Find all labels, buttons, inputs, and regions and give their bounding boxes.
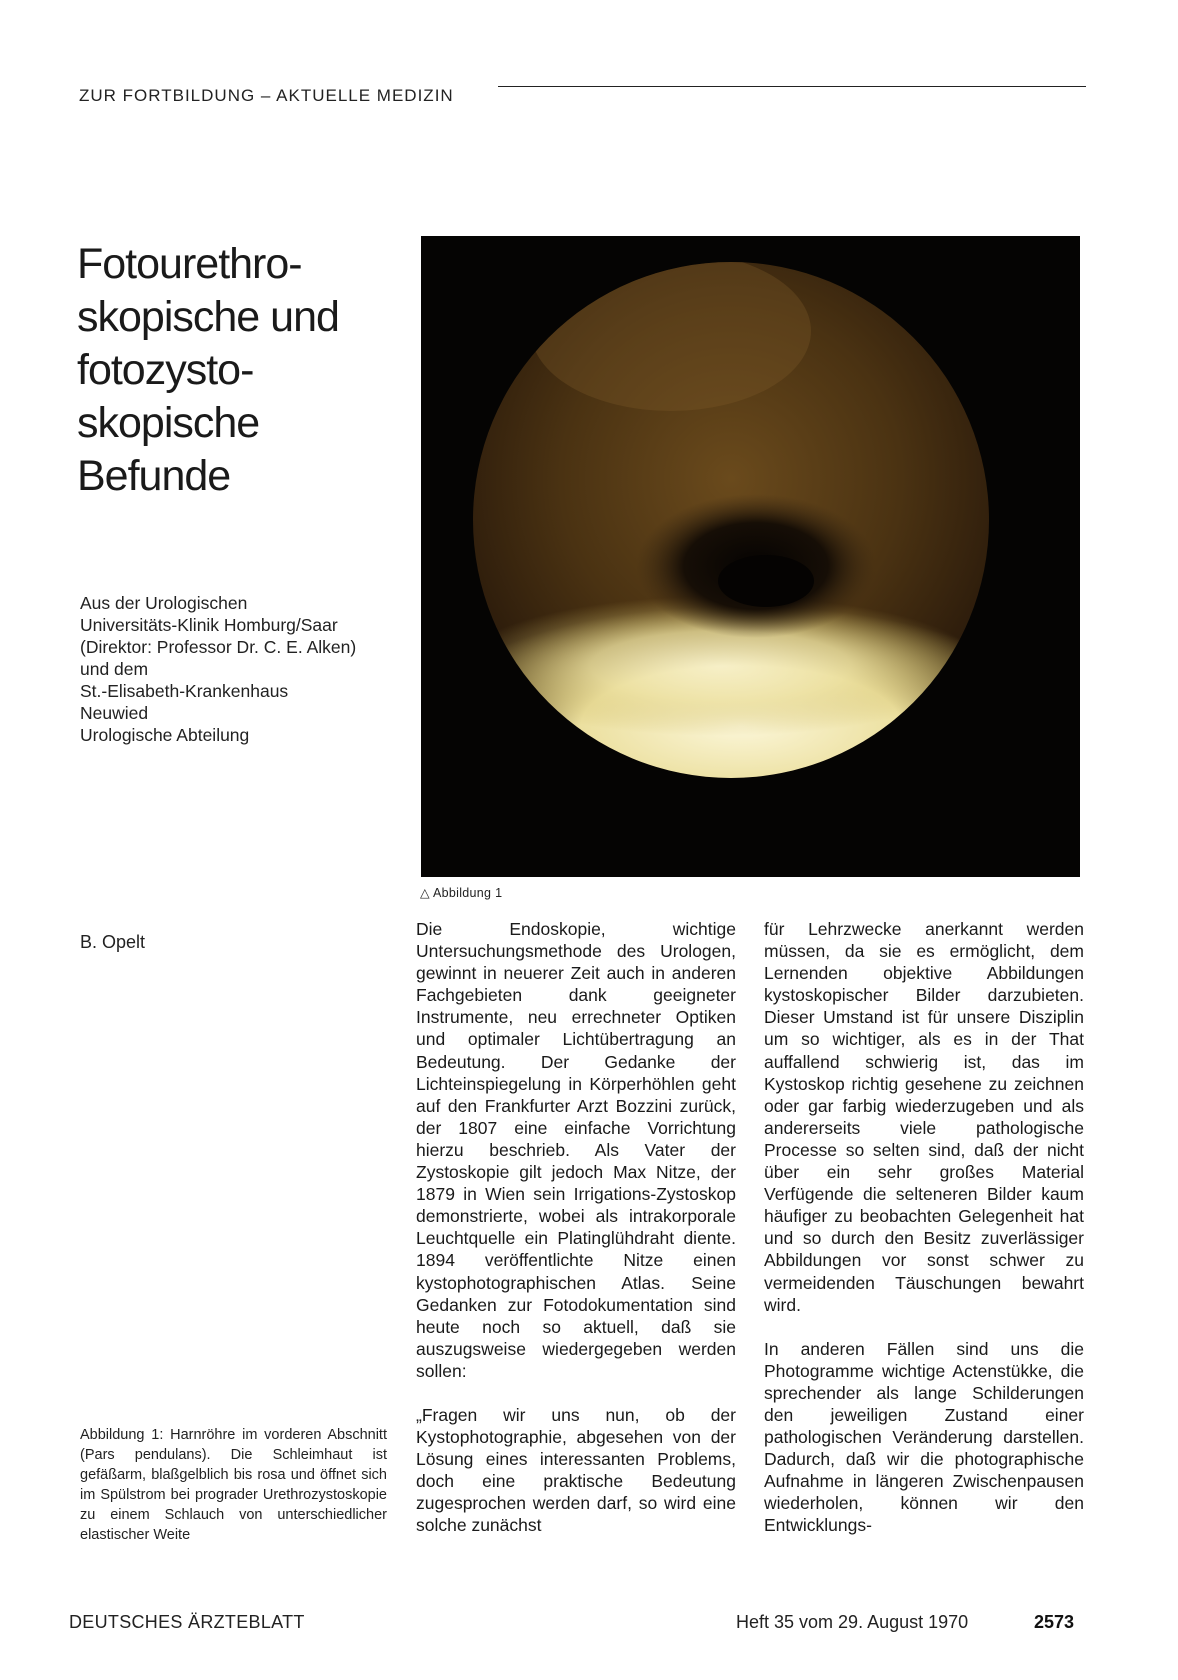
affiliation-line: und dem [80, 659, 149, 679]
title-line: skopische [77, 399, 260, 447]
title-line: Befunde [77, 452, 231, 500]
affiliation [80, 592, 356, 746]
title-line: skopische und [77, 293, 339, 341]
endoscopy-photo-graphic [421, 236, 1080, 877]
affiliation-line: Neuwied [80, 703, 149, 723]
body-paragraph: Die Endoskopie, wichtige Untersuchungsmethode des Urologen, gewinnt in neuerer Zeit auch in anderen Fachgebieten dank geeigneter Instrumente, neu errechneter Optiken und optimaler Lichtübertragung an Bedeutung. Der Gedanke der Lichteinspiegelung in Körperhöhlen geht auf den Frankfurter Arzt Bozzini zurück, der 1807 eine einfache Vorrichtung hierzu beschrieb. Als Vater der Zystoskopie gilt jedoch Max Nitze, der 1879 in Wien sein Irrigations-Zystoskop demonstrierte, wobei als intrakorporale Leuchtquelle ein Platinglühdraht diente. 1894 veröffentlichte Nitze einen kystophotographischen Atlas. Seine Gedanken zur Fotodokumentation sind heute noch so aktuell, daß sie auszugsweise wiedergegeben werden sollen: [416, 919, 736, 1381]
figure-caption: Abbildung 1: Harnröhre im vorderen Abschnitt (Pars pendulans). Die Schleimhaut ist gefäßarm, blaßgelblich bis rosa und öffnet sich im Spülstrom bei prograder Urethrozystoskopie zu einem Schlauch von unterschiedlicher elastischer Weite [80, 1427, 387, 1543]
page-number: 2573 [1034, 1612, 1075, 1632]
body-column-1 [416, 918, 736, 1537]
title-line: Fotourethro- [77, 240, 302, 288]
figure-label: △ Abbildung 1 [420, 886, 503, 900]
title-line: fotozysto- [77, 346, 254, 394]
issue-info: Heft 35 vom 29. August 1970 [736, 1612, 969, 1632]
affiliation-line: Universitäts-Klinik Homburg/Saar [80, 615, 338, 635]
affiliation-line: Urologische Abteilung [80, 725, 250, 745]
body-paragraph: In anderen Fällen sind uns die Photogramme wichtige Actenstükke, die sprechender als lange Schilderungen den jeweiligen Zustand einer pathologischen Veränderung darstellen. Dadurch, daß wir die photographische Aufnahme in längeren Zwischenpausen wiederholen, können wir den Entwicklungs- [764, 1338, 1084, 1536]
affiliation-line: Aus der Urologischen [80, 593, 248, 613]
body-quote: „Fragen wir uns nun, ob der Kystophotographie, abgesehen von der Lösung eines interessanten Problems, doch eine praktische Bedeutung zugesprochen werden darf, so wird eine solche zunächst [416, 1404, 736, 1536]
author-name: B. Opelt [80, 932, 146, 952]
endoscopy-photo [421, 236, 1080, 877]
article-title [77, 238, 339, 503]
affiliation-line: (Direktor: Professor Dr. C. E. Alken) [80, 637, 357, 657]
section-header: ZUR FORTBILDUNG – AKTUELLE MEDIZIN [79, 86, 454, 105]
header-rule [498, 86, 1086, 87]
body-paragraph: für Lehrzwecke anerkannt werden müssen, da sie es ermöglicht, dem Lernenden objektive Abbildungen kystoskopischer Bilder darzubieten. Dieser Umstand ist für unsere Disziplin um so wichtiger, als es in der That auffallend schwierig ist, das im Kystoskop richtig gesehene zu zeichnen oder gar farbig wiederzugeben und als andererseits viele pathologische Processe so selten sind, daß der nicht über ein sehr großes Material Verfügende die selteneren Bilder kaum häufiger zu beobachten Gelegenheit hat und so durch den Besitz zuverlässiger Abbildungen vor sonst schwer zu vermeidenden Täuschungen bewahrt wird. [764, 919, 1084, 1315]
affiliation-line: St.-Elisabeth-Krankenhaus [80, 681, 289, 701]
body-column-2 [764, 918, 1084, 1537]
journal-name: DEUTSCHES ÄRZTEBLATT [69, 1612, 305, 1632]
